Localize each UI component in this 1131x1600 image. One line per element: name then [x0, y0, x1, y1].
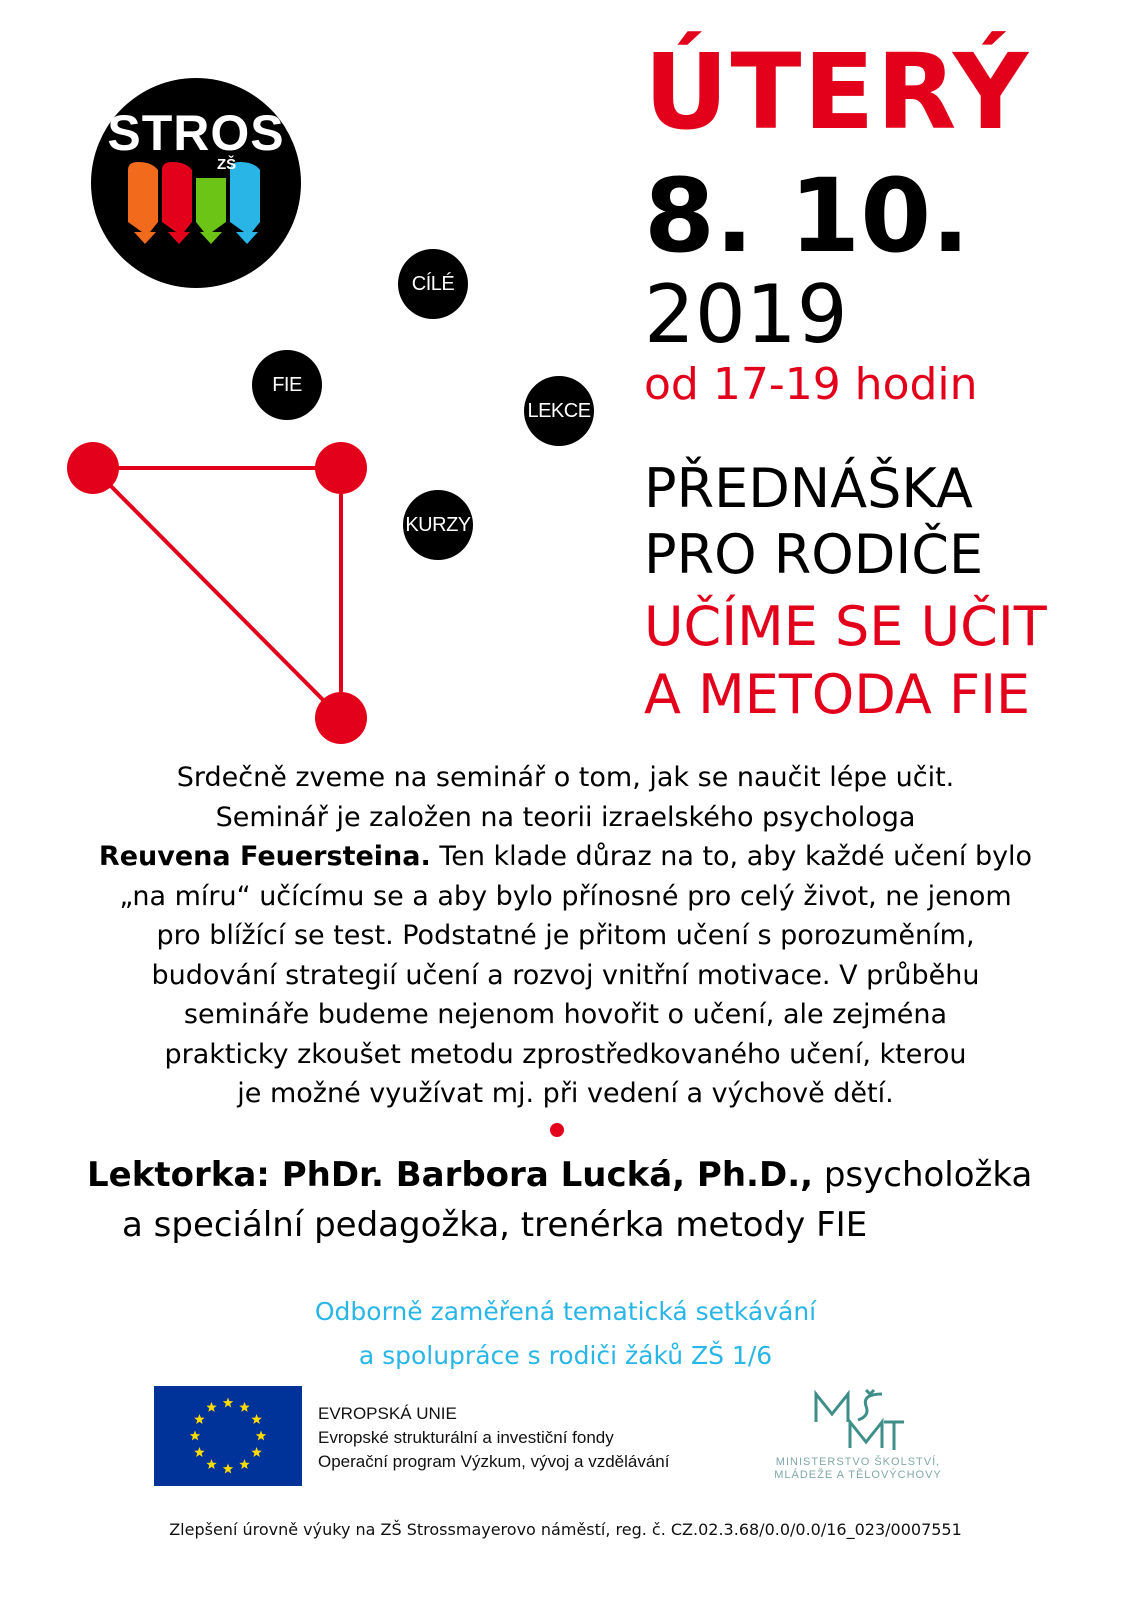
pencil-books-icon	[126, 160, 266, 250]
description-line: Srdečně zveme na seminář o tom, jak se naučit lépe učit.	[176, 762, 955, 793]
triangle-node-left	[67, 442, 119, 494]
logo-zs-badge: ZŠ	[217, 156, 237, 173]
triangle-node-bottom	[315, 692, 367, 744]
event-description	[40, 758, 1091, 1114]
msmt-logo-block	[758, 1388, 958, 1488]
description-line: budování strategií učení a rozvoj vnitřní motivace. V průběhu	[151, 959, 980, 991]
lecturer-name: Lektorka: PhDr. Barbora Lucká, Ph.D.,	[87, 1155, 814, 1195]
lecturer-line2: a speciální pedagožka, trenérka metody FIE	[122, 1205, 868, 1245]
msmt-logo-icon	[810, 1388, 906, 1454]
event-time: od 17-19 hodin	[644, 359, 978, 410]
separator-dot	[550, 1123, 564, 1137]
eu-line1: EVROPSKÁ UNIE	[318, 1404, 457, 1423]
project-line2: a spolupráce s rodiči žáků ZŠ 1/6	[358, 1341, 773, 1370]
triangle-node-right	[315, 442, 367, 494]
event-date: 8. 10.	[644, 157, 970, 276]
triangle-diagram	[60, 440, 380, 750]
description-line: pro blížící se test. Podstatné je přitom učení s porozuměním,	[156, 920, 975, 951]
project-registration-footer: Zlepšení úrovně výuky na ZŠ Strossmayerovo náměstí, reg. č. CZ.02.3.68/0.0/0.0/16_023/0007551	[169, 1520, 962, 1539]
event-day: ÚTERÝ	[644, 31, 1031, 153]
logo-wordmark: STROS	[107, 105, 285, 161]
bubble-lekce: LEKCE	[524, 376, 594, 446]
eu-line3: Operační program Výzkum, vývoj a vzdělávání	[318, 1452, 670, 1471]
project-line1: Odborně zaměřená tematická setkávání	[314, 1297, 817, 1326]
lecturer-line1: Lektorka: PhDr. Barbora Lucká, Ph.D., psycholožka	[87, 1155, 1033, 1195]
description-line: semináře budeme nejenom hovořit o učení, ale zejména	[183, 999, 948, 1030]
bubble-fie: FIE	[252, 350, 322, 420]
psychologist-name: Reuvena Feuersteina.	[98, 841, 431, 872]
topic-line2: A METODA FIE	[644, 663, 1031, 726]
topic-line1: UČÍME SE UČIT	[644, 595, 1047, 658]
project-title	[0, 1290, 1131, 1378]
bubble-cile: CÍLÉ	[398, 249, 468, 319]
event-year: 2019	[644, 268, 848, 361]
bubble-kurzy: KURZY	[403, 490, 473, 560]
eu-line2: Evropské strukturální a investiční fondy	[318, 1428, 614, 1447]
description-line: „na míru“ učícímu se a aby bylo přínosné pro celý život, ne jenom	[119, 880, 1012, 912]
description-line: Reuvena Feuersteina. Ten klade důraz na to, aby každé učení bylo	[98, 841, 1033, 872]
lecturer-info	[40, 1150, 1091, 1250]
talk-title-line1: PŘEDNÁŠKA	[644, 457, 973, 520]
eu-flag-icon	[154, 1386, 302, 1486]
description-line: prakticky zkoušet metodu zprostředkovaného učení, kterou	[164, 1038, 967, 1070]
description-line: je možné využívat mj. při vedení a výchově dětí.	[237, 1078, 894, 1109]
stros-logo	[91, 78, 301, 288]
talk-title-line2: PRO RODIČE	[644, 523, 984, 586]
msmt-text: MINISTERSTVO ŠKOLSTVÍ, MLÁDEŽE A TĚLOVÝCHOVY	[774, 1456, 942, 1481]
eu-funding-text	[318, 1402, 669, 1474]
description-line: Seminář je založen na teorii izraelského psychologa	[215, 801, 916, 833]
